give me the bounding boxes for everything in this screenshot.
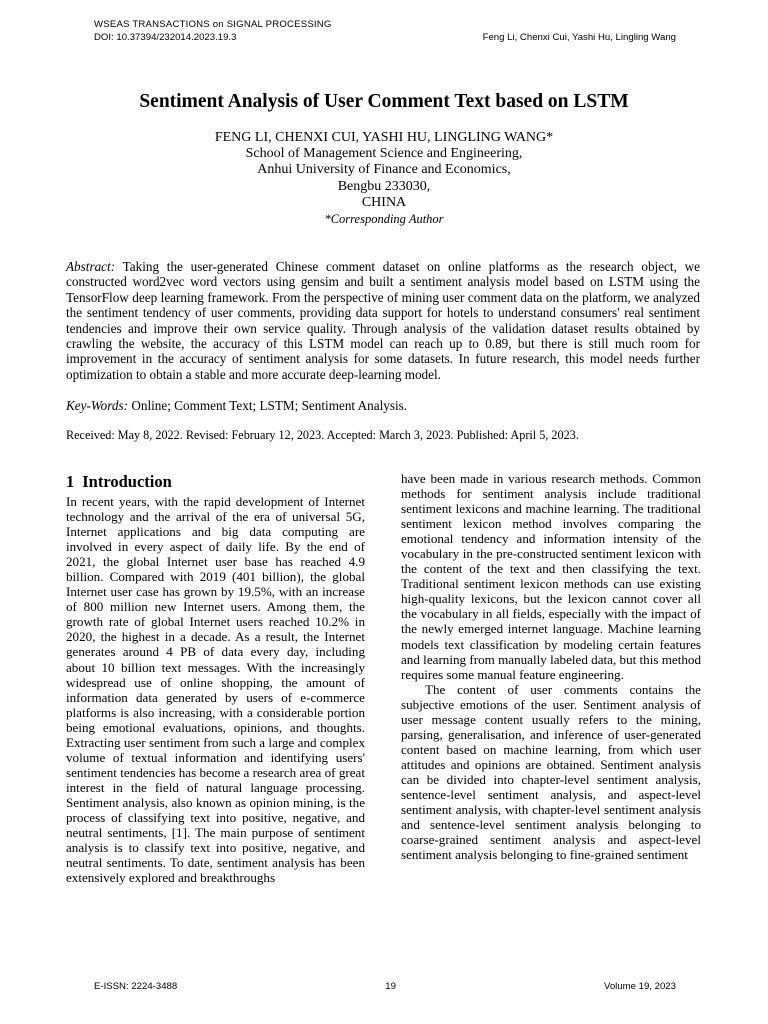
journal-name: WSEAS TRANSACTIONS on SIGNAL PROCESSING bbox=[94, 19, 332, 30]
issn: E-ISSN: 2224-3488 bbox=[94, 981, 178, 992]
doi-row bbox=[94, 31, 676, 44]
page-footer bbox=[94, 981, 676, 992]
keywords-text: Online; Comment Text; LSTM; Sentiment Analysis. bbox=[131, 398, 408, 413]
publication-dates: Received: May 8, 2022. Revised: February 12, 2023. Accepted: March 3, 2023. Published: April 5, 2023. bbox=[66, 428, 579, 442]
intro-paragraph-1-part-b: have been made in various research methods. Common methods for sentiment analysis include traditional sentiment lexicons and machine learning. The traditional sentiment lexicon method involves comparing the emotional tendency and information intensity of the vocabulary in the pre-constructed sentiment lexicon with the content of the text and then classifying the text. Traditional sentiment lexicon methods can use existing high-quality lexicons, but the lexicon cannot cover all the vocabulary in all fields, especially with the impact of the newly emerged internet language. Machine learning models text classification by modeling certain features and learning from manually labeled data, but this method requires some manual feature engineering. bbox=[401, 471, 701, 682]
running-authors: Feng Li, Chenxi Cui, Yashi Hu, Lingling Wang bbox=[482, 32, 676, 43]
volume: Volume 19, 2023 bbox=[603, 981, 676, 992]
corresponding-author-note: *Corresponding Author bbox=[324, 212, 444, 227]
paper-title: Sentiment Analysis of User Comment Text based on LSTM bbox=[139, 91, 629, 112]
keywords bbox=[66, 398, 700, 413]
author-block bbox=[0, 130, 768, 227]
author-names: FENG LI, CHENXI CUI, YASHI HU, LINGLING WANG* bbox=[214, 130, 554, 145]
keywords-label: Key-Words: bbox=[66, 398, 129, 413]
doi: DOI: 10.37394/232014.2023.19.3 bbox=[94, 32, 237, 43]
section-title: Introduction bbox=[82, 472, 172, 491]
section-heading-introduction bbox=[66, 472, 365, 492]
left-column bbox=[66, 472, 365, 885]
affiliation-line: School of Management Science and Engineering, bbox=[245, 146, 523, 162]
affiliation-line: Anhui University of Finance and Economics, bbox=[257, 162, 511, 178]
affiliation-line: CHINA bbox=[361, 194, 407, 210]
intro-paragraph-1-part-a: In recent years, with the rapid development of Internet technology and the arrival of the era of universal 5G, Internet applications and big data computing are involved in every aspect of daily life. By the end of 2021, the global Internet user base has reached 4.9 billion. Compared with 2019 (401 billion), the global Internet user case has grown by 19.5%, with an increase of 800 million new Internet users. Among them, the growth rate of global Internet users reached 10.2% in 2020, the highest in a decade. As a result, the Internet generates around 4 PB of data every day, including about 10 billion text messages. With the increasingly widespread use of online shopping, the amount of information data generated by users of e-commerce platforms is also increasing, with a considerable portion being emotional evaluations, opinions, and thoughts. Extracting user sentiment from such a large and complex volume of textual information and identifying users' sentiment tendencies has become a research area of great interest in the field of natural language processing. Sentiment analysis, also known as opinion mining, is the process of classifying text into positive, negative, and neutral sentiments, [1]. The main purpose of sentiment analysis is to classify text into positive, negative, and neutral sentiments. To date, sentiment analysis has been extensively explored and breakthroughs bbox=[66, 494, 365, 886]
page-number: 19 bbox=[385, 981, 396, 992]
abstract-label: Abstract: bbox=[66, 259, 116, 274]
abstract bbox=[66, 259, 700, 382]
affiliation-line: Bengbu 233030, bbox=[337, 178, 431, 194]
section-number: 1 bbox=[66, 472, 75, 491]
running-header bbox=[94, 18, 676, 44]
abstract-text: Taking the user-generated Chinese comment dataset on online platforms as the research object, we constructed word2vec word vectors using gensim and built a sentiment analysis model based on LSTM using the TensorFlow deep learning framework. From the perspective of mining user comment data on the platform, we analyzed the sentiment tendency of user comments, providing data support for hotels to understand consumers' real sentiment tendencies and improve their own service quality. Through analysis of the validation dataset results obtained by crawling the website, the accuracy of this LSTM model can reach up to 0.89, but there is still much room for improvement in the accuracy of sentiment analysis for some datasets. In future research, this model needs further optimization to obtain a stable and more accurate deep-learning model. bbox=[66, 259, 700, 382]
right-column bbox=[401, 471, 701, 862]
intro-paragraph-2: The content of user comments contains the subjective emotions of the user. Sentiment analysis of user message content usually refers to the mining, parsing, generalisation, and inference of user-generated content based on machine learning, from which user attitudes and opinions are obtained. Sentiment analysis can be divided into chapter-level sentiment analysis, sentence-level sentiment analysis, and aspect-level sentiment analysis, with chapter-level sentiment analysis and sentence-level sentiment analysis belonging to coarse-grained sentiment analysis and aspect-level sentiment analysis belonging to fine-grained sentiment bbox=[401, 681, 701, 863]
